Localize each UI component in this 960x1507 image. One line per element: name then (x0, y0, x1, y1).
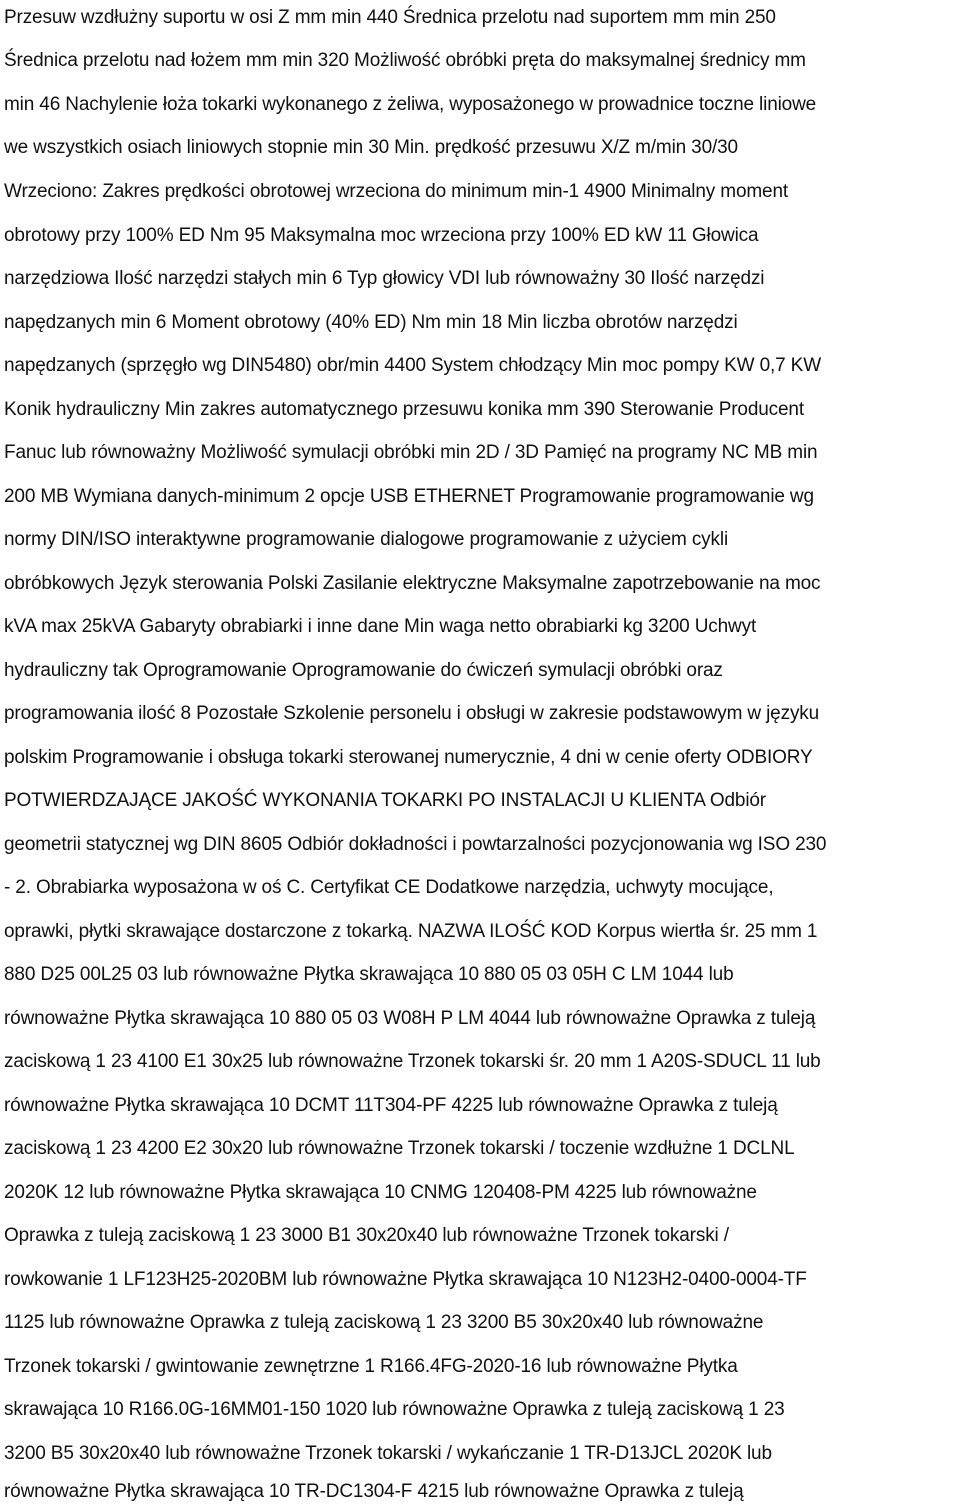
text-line: Fanuc lub równoważny Możliwość symulacji obróbki min 2D / 3D Pamięć na programy NC MB min (4, 442, 818, 463)
text-line: Trzonek tokarski / gwintowanie zewnętrzne 1 R166.4FG-2020-16 lub równoważne Płytka (4, 1356, 738, 1377)
text-line: 200 MB Wymiana danych-minimum 2 opcje USB ETHERNET Programowanie programowanie wg (4, 486, 814, 507)
text-line: 2020K 12 lub równoważne Płytka skrawająca 10 CNMG 120408-PM 4225 lub równoważne (4, 1182, 757, 1203)
text-line: programowania ilość 8 Pozostałe Szkolenie personelu i obsługi w zakresie podstawowym w języku (4, 703, 820, 724)
text-line: polskim Programowanie i obsługa tokarki sterowanej numerycznie, 4 dni w cenie oferty ODBIORY (4, 747, 813, 768)
text-line: Konik hydrauliczny Min zakres automatycznego przesuwu konika mm 390 Sterowanie Producent (4, 399, 804, 420)
text-line: Wrzeciono: Zakres prędkości obrotowej wrzeciona do minimum min-1 4900 Minimalny moment (4, 181, 788, 202)
text-line: zaciskową 1 23 4200 E2 30x20 lub równoważne Trzonek tokarski / toczenie wzdłużne 1 DCLNL (4, 1138, 795, 1159)
text-line: kVA max 25kVA Gabaryty obrabiarki i inne dane Min waga netto obrabiarki kg 3200 Uchwyt (4, 616, 757, 637)
text-line: zaciskową 1 23 4100 E1 30x25 lub równoważne Trzonek tokarski śr. 20 mm 1 A20S-SDUCL 11 lub (4, 1051, 821, 1072)
text-line: obróbkowych Język sterowania Polski Zasilanie elektryczne Maksymalne zapotrzebowanie na moc (4, 573, 821, 594)
text-line: Oprawka z tuleją zaciskową 1 23 3000 B1 30x20x40 lub równoważne Trzonek tokarski / (4, 1225, 729, 1246)
text-line: narzędziowa Ilość narzędzi stałych min 6 Typ głowicy VDI lub równoważny 30 Ilość narzędzi (4, 268, 765, 289)
text-line: napędzanych min 6 Moment obrotowy (40% ED) Nm min 18 Min liczba obrotów narzędzi (4, 312, 738, 333)
text-line: Przesuw wzdłużny suportu w osi Z mm min 440 Średnica przelotu nad suportem mm min 250 (4, 7, 776, 28)
text-line: napędzanych (sprzęgło wg DIN5480) obr/min 4400 System chłodzący Min moc pompy KW 0,7 KW (4, 355, 821, 376)
text-line: geometrii statycznej wg DIN 8605 Odbiór dokładności i powtarzalności pozycjonowania wg ISO 230 (4, 834, 827, 855)
text-line: skrawająca 10 R166.0G-16MM01-150 1020 lub równoważne Oprawka z tuleją zaciskową 1 23 (4, 1399, 785, 1420)
text-line: 880 D25 00L25 03 lub równoważne Płytka skrawająca 10 880 05 03 05H C LM 1044 lub (4, 964, 734, 985)
text-line: równoważne Płytka skrawająca 10 880 05 03 W08H P LM 4044 lub równoważne Oprawka z tuleją (4, 1008, 816, 1029)
text-line: równoważne Płytka skrawająca 10 TR-DC1304-F 4215 lub równoważne Oprawka z tuleją (4, 1481, 744, 1502)
text-line: we wszystkich osiach liniowych stopnie min 30 Min. prędkość przesuwu X/Z m/min 30/30 (4, 137, 738, 158)
text-line: normy DIN/ISO interaktywne programowanie dialogowe programowanie z użyciem cykli (4, 529, 729, 550)
text-line: min 46 Nachylenie łoża tokarki wykonanego z żeliwa, wyposażonego w prowadnice toczne liniowe (4, 94, 817, 115)
text-line: 3200 B5 30x20x40 lub równoważne Trzonek tokarski / wykańczanie 1 TR-D13JCL 2020K lub (4, 1443, 772, 1464)
text-line: hydrauliczny tak Oprogramowanie Oprogramowanie do ćwiczeń symulacji obróbki oraz (4, 660, 723, 681)
text-line: rowkowanie 1 LF123H25-2020BM lub równoważne Płytka skrawająca 10 N123H2-0400-0004-TF (4, 1269, 807, 1290)
text-line: obrotowy przy 100% ED Nm 95 Maksymalna moc wrzeciona przy 100% ED kW 11 Głowica (4, 225, 759, 246)
text-line: równoważne Płytka skrawająca 10 DCMT 11T304-PF 4225 lub równoważne Oprawka z tuleją (4, 1095, 778, 1116)
text-line: POTWIERDZAJĄCE JAKOŚĆ WYKONANIA TOKARKI PO INSTALACJI U KLIENTA Odbiór (4, 790, 766, 811)
text-line: Średnica przelotu nad łożem mm min 320 Możliwość obróbki pręta do maksymalnej średnicy mm (4, 50, 806, 71)
text-line: oprawki, płytki skrawające dostarczone z tokarką. NAZWA ILOŚĆ KOD Korpus wiertła śr. 25 mm 1 (4, 921, 818, 942)
text-line: - 2. Obrabiarka wyposażona w oś C. Certyfikat CE Dodatkowe narzędzia, uchwyty mocujące, (4, 877, 774, 898)
text-line: 1125 lub równoważne Oprawka z tuleją zaciskową 1 23 3200 B5 30x20x40 lub równoważne (4, 1312, 764, 1333)
